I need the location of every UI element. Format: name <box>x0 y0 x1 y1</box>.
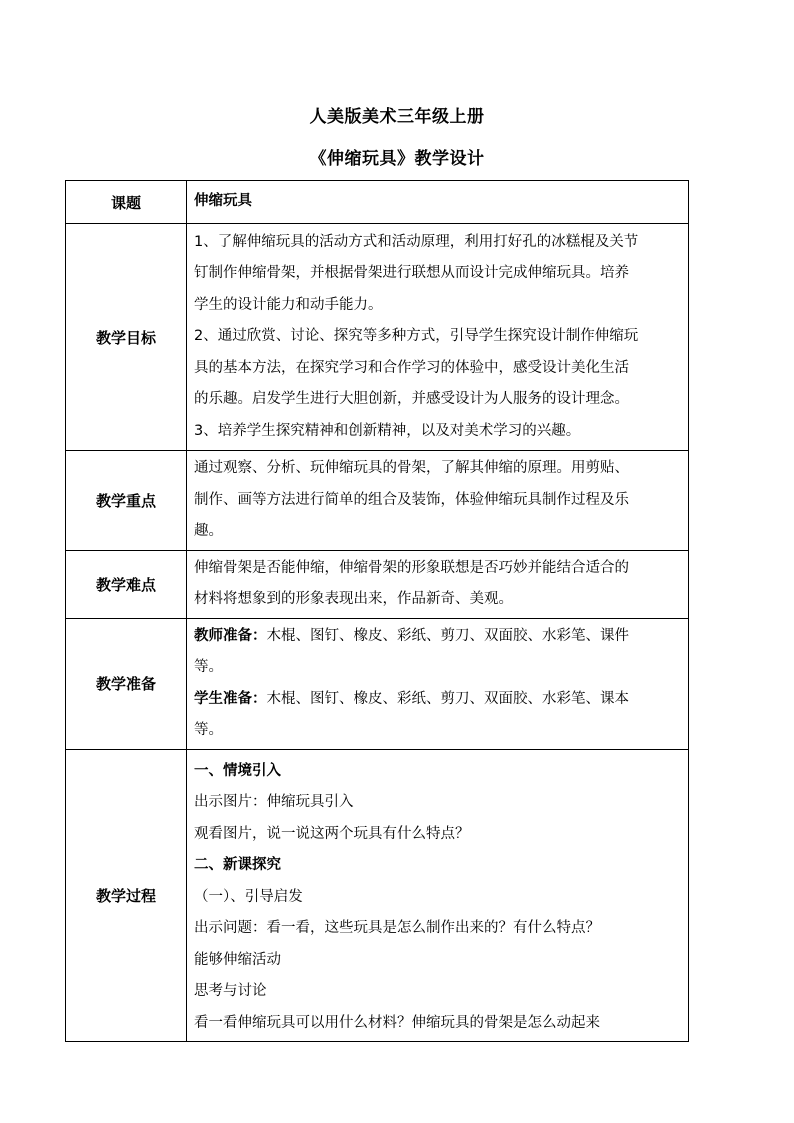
process-line: 出示图片：伸缩玩具引入 <box>194 794 354 810</box>
document-subtitle: 《伸缩玩具》教学设计 <box>309 149 485 169</box>
table-row-preparation <box>66 618 689 749</box>
teacher-prep-label: 教师准备： <box>194 627 267 644</box>
objectives-line: 钉制作伸缩骨架，并根据骨架进行联想从而设计完成伸缩玩具。培养 <box>194 265 629 282</box>
topic-value: 伸缩玩具 <box>187 181 689 224</box>
table-row-process <box>66 749 689 1042</box>
student-prep-text: 木棍、图钉、橡皮、彩纸、剪刀、双面胶、水彩笔、课本 <box>266 690 629 707</box>
objectives-line: 学生的设计能力和动手能力。 <box>194 296 383 313</box>
objectives-line: 2、通过欣赏、讨论、探究等多种方式，引导学生探究设计制作伸缩玩 <box>194 328 639 345</box>
difficulties-label: 教学难点 <box>66 550 187 618</box>
process-line: 思考与讨论 <box>194 983 267 999</box>
preparation-content <box>187 618 689 749</box>
student-prep-line <box>194 684 681 716</box>
objectives-line: 3、培养学生探究精神和创新精神，以及对美术学习的兴趣。 <box>194 422 581 439</box>
key-points-label: 教学重点 <box>66 451 187 551</box>
objectives-line: 1、了解伸缩玩具的活动方式和活动原理，利用打好孔的冰糕棍及关节 <box>194 233 639 250</box>
process-line: 出示问题：看一看，这些玩具是怎么制作出来的？有什么特点？ <box>194 920 600 936</box>
teacher-prep-text: 木棍、图钉、橡皮、彩纸、剪刀、双面胶、水彩笔、课件 <box>266 627 629 644</box>
process-line: 看一看伸缩玩具可以用什么材料？伸缩玩具的骨架是怎么动起来 <box>194 1014 600 1031</box>
student-prep-line: 等。 <box>194 722 223 738</box>
key-points-line: 制作、画等方法进行简单的组合及装饰，体验伸缩玩具制作过程及乐 <box>194 491 629 508</box>
key-points-line: 趣。 <box>194 523 223 539</box>
objectives-label: 教学目标 <box>66 224 187 451</box>
process-content <box>187 749 689 1042</box>
process-section-heading: 二、新课探究 <box>194 857 281 873</box>
objectives-line: 具的基本方法，在探究学习和合作学习的体验中，感受设计美化生活 <box>194 359 629 376</box>
preparation-label: 教学准备 <box>66 618 187 749</box>
difficulties-line: 伸缩骨架是否能伸缩，伸缩骨架的形象联想是否巧妙并能结合适合的 <box>194 559 629 576</box>
process-line: 能够伸缩活动 <box>194 951 281 968</box>
teacher-prep-line <box>194 621 681 653</box>
lesson-plan-table <box>65 180 689 1042</box>
process-line: 观看图片，说一说这两个玩具有什么特点？ <box>194 825 470 842</box>
key-points-content <box>187 451 689 551</box>
table-row-objectives <box>66 224 689 451</box>
difficulties-line: 材料将想象到的形象表现出来，作品新奇、美观。 <box>194 591 513 607</box>
key-points-line: 通过观察、分析、玩伸缩玩具的骨架，了解其伸缩的原理。用剪贴、 <box>194 460 629 476</box>
objectives-content <box>187 224 689 451</box>
table-row-key-points <box>66 451 689 551</box>
table-row-topic <box>66 181 689 224</box>
difficulties-content <box>187 550 689 618</box>
objectives-line: 的乐趣。启发学生进行大胆创新，并感受设计为人服务的设计理念。 <box>194 391 629 408</box>
topic-label: 课题 <box>66 181 187 224</box>
process-section-heading: 一、情境引入 <box>194 762 281 779</box>
teacher-prep-line: 等。 <box>194 659 223 675</box>
process-line: （一）、引导启发 <box>194 888 303 905</box>
process-label: 教学过程 <box>66 749 187 1042</box>
table-row-difficulties <box>66 550 689 618</box>
student-prep-label: 学生准备： <box>194 690 267 707</box>
document-title: 人美版美术三年级上册 <box>309 107 485 127</box>
